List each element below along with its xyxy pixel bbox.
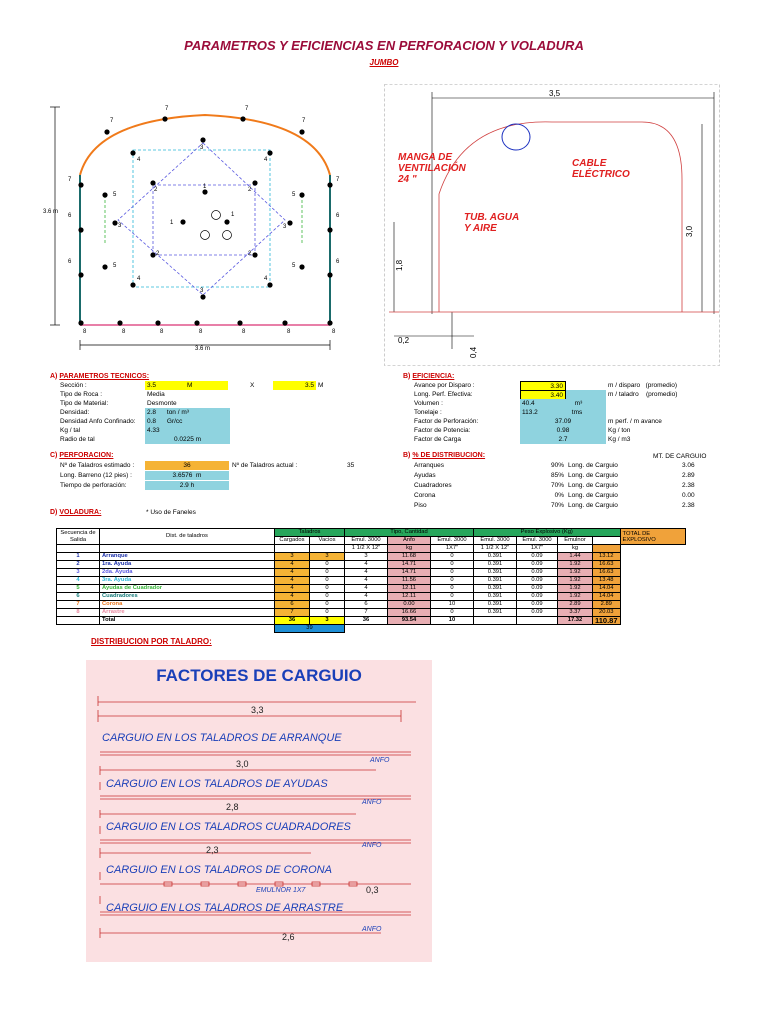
cell-seq: 2 (57, 561, 100, 569)
th-taladros: Taladros (275, 529, 345, 537)
cell-seq: 8 (57, 609, 100, 617)
dist-value: 2.38 (682, 502, 695, 509)
line-ayudas: CARGUIO EN LOS TALADROS DE AYUDAS (106, 778, 328, 790)
cell-pe1: 0.391 (474, 593, 517, 601)
anfo-4: ANFO (362, 926, 382, 933)
cell-total: 13.48 (593, 577, 621, 585)
avance-label: Avance por Disparo : (414, 382, 475, 389)
cell-total: 14.04 (593, 585, 621, 593)
factor-pot-unit: Kg / ton (608, 427, 631, 434)
cell-total: 20.03 (593, 609, 621, 617)
cell-pe1: 0.391 (474, 601, 517, 609)
dist-text: Long. de Carguio (568, 462, 618, 469)
table-row (57, 601, 686, 609)
cell-name: Corona (100, 601, 275, 609)
factor-carga-value: 2.7 (520, 435, 606, 444)
table-row (57, 585, 686, 593)
cell-cargados: 4 (275, 569, 310, 577)
tunnel-section-diagram (384, 84, 720, 366)
cell-pe1: 0.391 (474, 569, 517, 577)
explosive-table (56, 528, 686, 633)
cell-emulnor: 1.44 (558, 553, 593, 561)
th-emul1: Emul. 3000 (345, 537, 388, 545)
svg-text:4: 4 (137, 157, 141, 163)
cell-pe1: 0.391 (474, 553, 517, 561)
densidad-anfo-label: Densidad Anfo Confinado: (60, 418, 136, 425)
kg-tal-label: Kg / tal (60, 427, 81, 434)
factores-panel (86, 660, 432, 962)
cell-emulnor: 3.37 (558, 609, 593, 617)
tiempo-value: 2.9 h (145, 481, 229, 490)
cell-pe2: 0.09 (517, 561, 558, 569)
th-emul2: Emul. 3000 (431, 537, 474, 545)
seccion-unit: M (185, 381, 228, 390)
dim-3: 2,8 (226, 802, 239, 812)
svg-text:7: 7 (68, 177, 72, 183)
table-row (57, 577, 686, 585)
cell-vacios: 0 (310, 593, 345, 601)
water-pipe-label: TUB. AGUA Y AIRE (464, 212, 520, 234)
table-row (57, 593, 686, 601)
long-perf-value: 3.40 (520, 390, 566, 401)
svg-text:8: 8 (332, 329, 336, 335)
th-peso: Peso Explosivo (Kg) (474, 529, 621, 537)
th-emulnor: Emulnor (558, 537, 593, 545)
dist-text: Long. de Carguio (568, 492, 618, 499)
factor-perf-unit: m perf. / m avance (608, 418, 662, 425)
svg-text:8: 8 (242, 329, 246, 335)
cell-cargados: 6 (275, 601, 310, 609)
cell-vacios: 3 (310, 553, 345, 561)
anfo-1: ANFO (370, 757, 390, 764)
cell-vacios: 0 (310, 585, 345, 593)
taladros-actual-label: Nº de Taladros actual : (232, 462, 298, 469)
cell-seq: 6 (57, 593, 100, 601)
cell-emul2: 0 (431, 593, 474, 601)
radio-value: 0.0225 m (145, 435, 230, 444)
grand-total: 39 (275, 625, 345, 633)
line-corona: CARGUIO EN LOS TALADROS DE CORONA (106, 864, 332, 876)
dist-text: Long. de Carguio (568, 502, 618, 509)
page-subtitle: JUMBO (369, 58, 399, 67)
taladros-est-value: 36 (145, 461, 229, 470)
th-cargados: Cargados (275, 537, 310, 545)
cell-pe2: 0.09 (517, 569, 558, 577)
material-value: Desmonte (147, 400, 177, 407)
svg-text:6: 6 (336, 259, 340, 265)
densidad-value: 2.8 ton / m³ (145, 408, 230, 417)
section-dist-header: B) % DE DISTRIBUCION: (403, 452, 486, 459)
cell-total: 16.63 (593, 569, 621, 577)
dist-pct: 0% (554, 492, 564, 499)
seccion-unit2: M (318, 382, 324, 389)
section-a-header: A) PARAMETROS TECNICOS: (50, 373, 150, 380)
cell-pe2: 0.09 (517, 601, 558, 609)
dist-pct: 85% (550, 472, 564, 479)
cell-pe2: 0.09 (517, 577, 558, 585)
taladros-est-label: Nº de Taladros estimado : (60, 462, 135, 469)
cell-emul: 4 (345, 569, 388, 577)
svg-text:2: 2 (248, 251, 252, 257)
sub-pe2: 1X7" (517, 545, 558, 553)
svg-text:1: 1 (231, 212, 235, 218)
dist-pct: 90% (550, 462, 564, 469)
svg-text:5: 5 (292, 263, 296, 269)
svg-text:5: 5 (113, 192, 117, 198)
sub-pe1: 1 1/2 X 12" (474, 545, 517, 553)
cell-cargados: 4 (275, 593, 310, 601)
sub-emulnor: kg (558, 545, 593, 553)
volumen-label: Volumen : (414, 400, 443, 407)
factor-pot-label: Factor de Potencia: (414, 427, 471, 434)
cell-vacios: 0 (310, 561, 345, 569)
svg-text:4: 4 (264, 157, 268, 163)
factor-carga-label: Factor de Carga (414, 436, 461, 443)
svg-text:8: 8 (83, 329, 87, 335)
dist-value: 0.00 (682, 492, 695, 499)
tonelaje-label: Tonelaje : (414, 409, 442, 416)
cell-emulnor: 1.92 (558, 585, 593, 593)
seccion-label: Sección : (60, 382, 87, 389)
cell-emulnor: 1.92 (558, 569, 593, 577)
dist-label: Cuadradores (414, 482, 452, 489)
roca-value: Media (147, 391, 165, 398)
cell-emul: 4 (345, 577, 388, 585)
total-emulnor: 17.32 (558, 617, 593, 625)
cell-name: 3ra. Ayuda (100, 577, 275, 585)
cell-pe2: 0.09 (517, 585, 558, 593)
kg-tal-value: 4.33 (145, 426, 230, 435)
table-row (57, 553, 686, 561)
cell-name: 1ra. Ayuda (100, 561, 275, 569)
anfo-2: ANFO (362, 799, 382, 806)
line-arranque: CARGUIO EN LOS TALADROS DE ARRANQUE (102, 732, 342, 744)
svg-text:1: 1 (203, 184, 207, 190)
seccion-value: 3.5 (145, 381, 185, 390)
svg-text:6: 6 (68, 213, 72, 219)
factor-pot-value: 0.98 (520, 426, 606, 435)
cell-name: Ayudas de Cuadrador (100, 585, 275, 593)
cell-vacios: 0 (310, 601, 345, 609)
svg-text:7: 7 (165, 106, 169, 112)
section-voladura-header: D) VOLADURA: (50, 509, 102, 516)
cell-seq: 1 (57, 553, 100, 561)
svg-text:3: 3 (200, 145, 204, 151)
sub-emul1: 1 1/2 X 12" (345, 545, 388, 553)
side-height-dim: 1,8 (395, 259, 404, 271)
cell-emul: 6 (345, 601, 388, 609)
svg-text:7: 7 (245, 106, 249, 112)
dist-value: 2.38 (682, 482, 695, 489)
section-b-header: B) EFICIENCIA: (403, 373, 455, 380)
total-anfo: 93.54 (388, 617, 431, 625)
cell-cargados: 3 (275, 553, 310, 561)
svg-text:6: 6 (336, 213, 340, 219)
drill-pattern-diagram (40, 95, 360, 355)
table-row (57, 561, 686, 569)
densidad-anfo-value: 0.8 Gr/cc (145, 417, 230, 426)
cell-anfo: 12.11 (388, 585, 431, 593)
th-vacios: Vacios (310, 537, 345, 545)
emulnor-label: EMULNOR 1X7 (256, 887, 306, 894)
factor-carga-unit: Kg / m3 (608, 436, 631, 443)
total-total: 110.87 (593, 617, 621, 625)
cell-emul: 3 (345, 553, 388, 561)
cell-emul: 4 (345, 593, 388, 601)
cell-cargados: 4 (275, 561, 310, 569)
cell-emul2: 0 (431, 585, 474, 593)
cell-seq: 4 (57, 577, 100, 585)
sub-emul2: 1X7" (431, 545, 474, 553)
cell-cargados: 4 (275, 577, 310, 585)
total-cargados: 36 (275, 617, 310, 625)
height-dim: 3,0 (685, 225, 694, 237)
dim-1: 3,3 (251, 705, 264, 715)
cell-pe2: 0.09 (517, 553, 558, 561)
taladros-actual-value: 35 (347, 462, 355, 469)
dist-pct: 70% (550, 482, 564, 489)
svg-text:6: 6 (68, 259, 72, 265)
section-c-header: C) PERFORACION: (50, 452, 114, 459)
cell-emul: 4 (345, 561, 388, 569)
total-emul2: 10 (431, 617, 474, 625)
mt-carguio-header: MT. DE CARGUIO (653, 453, 707, 460)
dist-value: 3.06 (682, 462, 695, 469)
radio-label: Radio de tal (60, 436, 95, 443)
volumen-value: 40.4 m³ (520, 399, 606, 408)
total-label: Total (100, 617, 275, 625)
svg-text:7: 7 (336, 177, 340, 183)
long-barreno-label: Long. Barreno (12 pies) : (60, 472, 132, 479)
svg-text:5: 5 (292, 192, 296, 198)
dist-header: DISTRIBUCION POR TALADRO: (91, 637, 212, 646)
svg-text:2: 2 (154, 187, 158, 193)
cell-total: 14.04 (593, 593, 621, 601)
cell-anfo: 12.11 (388, 593, 431, 601)
factor-perf-value: 37.09 (520, 417, 606, 426)
cell-emul2: 0 (431, 609, 474, 617)
material-label: Tipo de Material: (60, 400, 109, 407)
cell-emul: 4 (345, 585, 388, 593)
cell-total: 16.63 (593, 561, 621, 569)
dim-4: 2,3 (206, 845, 219, 855)
th-anfo: Anfo (388, 537, 431, 545)
factores-title: FACTORES DE CARGUIO (156, 666, 362, 685)
cell-emul2: 10 (431, 601, 474, 609)
cell-vacios: 0 (310, 609, 345, 617)
cell-emul2: 0 (431, 553, 474, 561)
cell-emulnor: 1.92 (558, 593, 593, 601)
total-emul: 36 (345, 617, 388, 625)
line-arrastre: CARGUIO EN LOS TALADROS DE ARRASTRE (106, 902, 344, 914)
cell-pe1: 0.391 (474, 609, 517, 617)
cell-vacios: 0 (310, 577, 345, 585)
dist-value: 2.89 (682, 472, 695, 479)
cell-seq: 5 (57, 585, 100, 593)
cell-seq: 7 (57, 601, 100, 609)
svg-text:2: 2 (248, 187, 252, 193)
cell-name: 2da. Ayuda (100, 569, 275, 577)
cell-emul2: 0 (431, 577, 474, 585)
cell-pe2: 0.09 (517, 609, 558, 617)
long-perf-label: Long. Perf. Efectiva: (414, 391, 473, 398)
cell-pe1: 0.391 (474, 561, 517, 569)
cell-name: Cuadradores (100, 593, 275, 601)
cell-anfo: 16.66 (388, 609, 431, 617)
cell-anfo: 14.71 (388, 569, 431, 577)
dist-pct: 70% (550, 502, 564, 509)
cell-seq: 3 (57, 569, 100, 577)
svg-text:7: 7 (302, 118, 306, 124)
cell-cargados: 7 (275, 609, 310, 617)
dim-6: 2,6 (282, 932, 295, 942)
th-pe2: Emul. 3000 (517, 537, 558, 545)
svg-text:4: 4 (137, 276, 141, 282)
small-width-dim: 0,2 (398, 336, 410, 345)
cable-label: CABLE ELÉCTRICO (572, 158, 630, 180)
cell-emul: 7 (345, 609, 388, 617)
svg-text:8: 8 (287, 329, 291, 335)
cell-pe1: 0.391 (474, 585, 517, 593)
cell-anfo: 11.68 (388, 553, 431, 561)
long-barreno-value: 3.6576 m (145, 471, 229, 480)
dist-label: Arranques (414, 462, 444, 469)
seccion-x: X (250, 382, 255, 389)
cell-emul2: 0 (431, 561, 474, 569)
svg-text:3: 3 (283, 224, 287, 230)
width-dimension-label: 3.6 m (195, 346, 211, 352)
th-pe1: Emul. 3000 (474, 537, 517, 545)
cell-emulnor: 1.92 (558, 577, 593, 585)
dist-text: Long. de Carguio (568, 482, 618, 489)
dist-label: Corona (414, 492, 436, 499)
table-row (57, 569, 686, 577)
anfo-3: ANFO (362, 842, 382, 849)
dim-2: 3,0 (236, 759, 249, 769)
dim-5: 0,3 (366, 885, 379, 895)
cell-total: 2.89 (593, 601, 621, 609)
svg-text:1: 1 (170, 220, 174, 226)
total-vacios: 3 (310, 617, 345, 625)
densidad-label: Densidad: (60, 409, 90, 416)
long-perf-fill (566, 390, 606, 399)
th-dist: Dist. de taladros (100, 529, 275, 545)
cell-emulnor: 2.89 (558, 601, 593, 609)
seccion-value2: 3.5 (273, 381, 316, 390)
cell-anfo: 14.71 (388, 561, 431, 569)
tonelaje-value: 113.2 tms (520, 408, 606, 417)
avance-value: 3.30 (520, 381, 566, 392)
svg-text:5: 5 (113, 263, 117, 269)
cell-pe1: 0.391 (474, 577, 517, 585)
table-row (57, 609, 686, 617)
svg-text:2: 2 (156, 251, 160, 257)
dist-label: Ayudas (414, 472, 436, 479)
svg-text:8: 8 (199, 329, 203, 335)
cell-vacios: 0 (310, 569, 345, 577)
dist-label: Piso (414, 502, 427, 509)
cell-emul2: 0 (431, 569, 474, 577)
dist-text: Long. de Carguio (568, 472, 618, 479)
cell-emulnor: 1.92 (558, 561, 593, 569)
svg-text:8: 8 (160, 329, 164, 335)
cell-name: Arranque (100, 553, 275, 561)
long-perf-unit: m / taladro (promedio) (608, 391, 678, 398)
sub-anfo: kg (388, 545, 431, 553)
th-tipo: Tipo, Cantidad (345, 529, 474, 537)
svg-text:4: 4 (264, 276, 268, 282)
cell-anfo: 0.00 (388, 601, 431, 609)
roca-label: Tipo de Roca : (60, 391, 103, 398)
cell-pe2: 0.09 (517, 593, 558, 601)
svg-text:8: 8 (122, 329, 126, 335)
ventilation-label: MANGA DE VENTILACIÓN 24 " (398, 152, 466, 185)
small-height-dim: 0,4 (469, 346, 478, 358)
cell-total: 13.12 (593, 553, 621, 561)
factor-perf-label: Factor de Perforación: (414, 418, 479, 425)
avance-unit: m / disparo (promedio) (608, 382, 678, 389)
line-cuadradores: CARGUIO EN LOS TALADROS CUADRADORES (106, 821, 351, 833)
svg-text:7: 7 (110, 118, 114, 124)
width-dim: 3,5 (549, 89, 561, 98)
page-title: PARAMETROS Y EFICIENCIAS EN PERFORACION Y VOLADURA (184, 38, 584, 53)
voladura-note: * Uso de Faneles (146, 509, 196, 516)
svg-text:3: 3 (200, 288, 204, 294)
cell-cargados: 4 (275, 585, 310, 593)
svg-text:3: 3 (118, 223, 122, 229)
th-seq: Secuencia de Salida (57, 529, 100, 545)
height-dimension-label: 3.6 m (43, 209, 59, 215)
tiempo-label: Tiempo de perforación: (60, 482, 127, 489)
cell-name: Arrastre (100, 609, 275, 617)
cell-anfo: 11.56 (388, 577, 431, 585)
th-total: TOTAL DE EXPLOSIVO (620, 529, 685, 545)
